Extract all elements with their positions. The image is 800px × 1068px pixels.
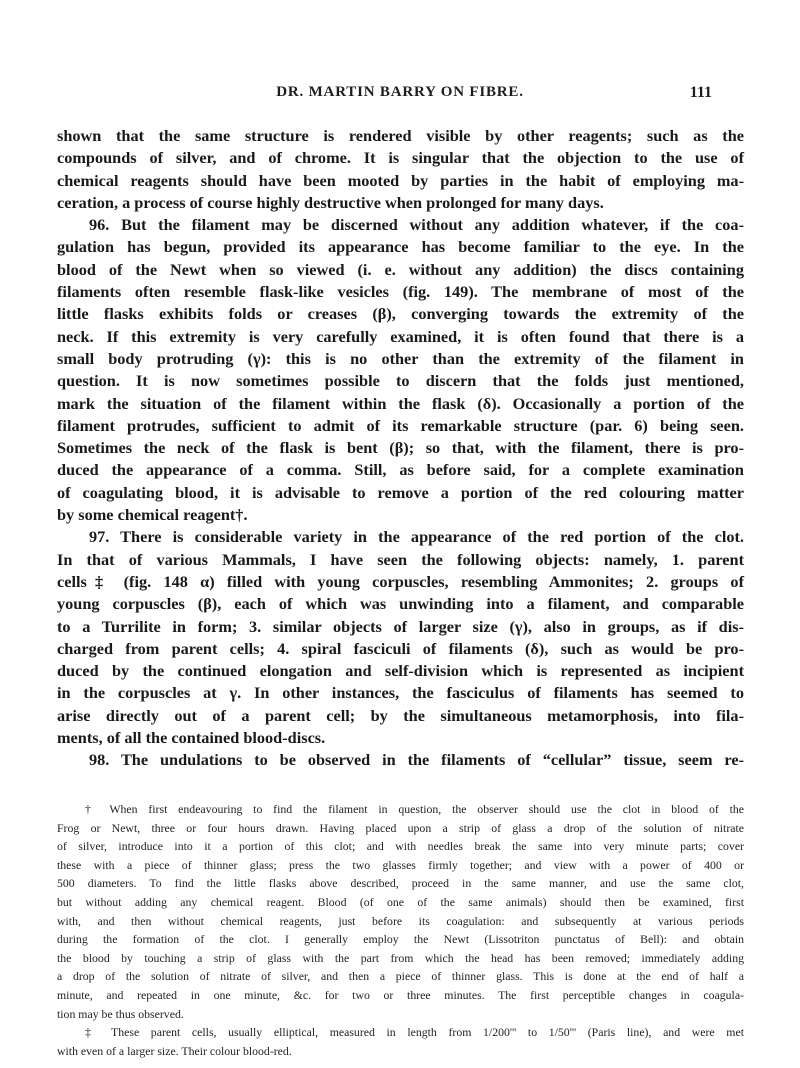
body-line: question. It is now sometimes possible to discern that the folds just mentioned, [57, 371, 744, 391]
page-header [0, 84, 800, 108]
body-line: mark the situation of the filament within the flask (δ). Occasionally a portion of the [57, 393, 744, 413]
body-line: In that of various Mammals, I have seen the following objects: namely, 1. parent [57, 549, 744, 569]
body-line: shown that the same structure is rendered visible by other reagents; such as the [57, 126, 744, 145]
body-line: little flasks exhibits folds or creases (β), converging towards the extremity of the [57, 304, 744, 324]
footnote-line: of silver, introduce into it a portion of this clot; and with needles break the same into very minute parts; cover [57, 839, 744, 854]
footnote-line: with, and then without chemical reagents, just before its coagulation: and subsequently at various periods [57, 913, 744, 928]
body-line: young corpuscles (β), each of which was unwinding into a filament, and comparable [57, 594, 744, 614]
body-line: blood of the Newt when so viewed (i. e. without any addition) the discs containing [57, 259, 744, 279]
footnote-dagger-start: † When first endeavouring to find the filament in question, the observer should use the clot in blood of the [85, 802, 744, 816]
body-line: charged from parent cells; 4. spiral fasciculi of filaments (δ), such as would be pro- [57, 638, 744, 658]
body-line: duced by the continued elongation and self-division which is represented as incipient [57, 661, 744, 681]
body-line: gulation has begun, provided its appearance has become familiar to the eye. In the [57, 237, 744, 257]
footnote-line: but without adding any chemical reagent. Blood (of one of the same animals) should then be examined, first [57, 894, 744, 909]
footnote-line: with even of a larger size. Their colour blood-red. [57, 1043, 292, 1058]
body-text [57, 125, 744, 772]
footnote-line: a drop of the solution of nitrate of silver, and then a piece of thinner glass. This is done at the end of half a [57, 969, 744, 984]
body-line: chemical reagents should have been mooted by parties in the habit of employing ma- [57, 170, 744, 190]
body-line: filament protrudes, sufficient to admit of its remarkable structure (par. 6) being seen. [57, 415, 744, 435]
paragraph-96-start: 96. But the filament may be discerned without any addition whatever, if the coa- [89, 215, 744, 235]
body-line: compounds of silver, and of chrome. It is singular that the objection to the use of [57, 148, 744, 168]
body-line: small body protruding (γ): this is no other than the extremity of the filament in [57, 348, 744, 368]
footnote-line: tion may be thus observed. [57, 1006, 184, 1021]
body-line: Sometimes the neck of the flask is bent (β); so that, with the filament, there is pro- [57, 438, 744, 458]
footnote-double-dagger-start: ‡ These parent cells, usually elliptical, measured in length from 1/200''' to 1/50''' (Paris line), and were met [85, 1025, 744, 1040]
body-line: filaments often resemble flask-like vesicles (fig. 149). The membrane of most of the [57, 282, 744, 302]
footnote-line: the blood by touching a strip of glass with the part from which the head has been removed; immediately adding [57, 950, 744, 965]
footnote-line: Frog or Newt, three or four hours drawn. Having placed upon a strip of glass a drop of the solution of nitrate [57, 820, 744, 835]
body-line: arise directly out of a parent cell; by the simultaneous metamorphosis, into fila- [57, 705, 744, 725]
body-line: to a Turrilite in form; 3. similar objects of larger size (γ), also in groups, as if dis- [57, 616, 744, 636]
footnote-line: during the formation of the clot. I generally employ the Newt (Lissotriton punctatus of Bell): and obtain [57, 932, 744, 947]
paragraph-97-start: 97. There is considerable variety in the appearance of the red portion of the clot. [89, 527, 744, 547]
body-line: of coagulating blood, it is advisable to remove a portion of the red colouring matter [57, 482, 744, 502]
running-title: DR. MARTIN BARRY ON FIBRE. [276, 84, 524, 100]
footnotes [57, 800, 744, 1060]
body-line: ments, of all the contained blood-discs. [57, 728, 326, 748]
body-line: neck. If this extremity is very carefully examined, it is often found that there is a [57, 326, 744, 346]
page-number: 111 [689, 84, 712, 101]
body-line: ceration, a process of course highly destructive when prolonged for many days. [57, 192, 604, 212]
footnote-line: minute, and repeated in one minute, &c. for two or three minutes. The first perceptible changes in coagula- [57, 987, 744, 1002]
paragraph-98-start: 98. The undulations to be observed in the filaments of “cellular” tissue, seem re- [89, 750, 744, 770]
body-line: by some chemical reagent†. [57, 505, 248, 525]
footnote-line: these with a piece of thinner glass; press the two glasses firmly together; and view with a power of 400 or [57, 857, 744, 872]
footnote-line: 500 diameters. To find the little flasks above described, proceed in the same manner, and use the same clot, [57, 876, 744, 891]
body-line: duced the appearance of a comma. Still, as before said, for a complete examination [57, 460, 744, 480]
body-line: cells‡ (fig. 148 α) filled with young corpuscles, resembling Ammonites; 2. groups of [57, 571, 744, 591]
body-line: in the corpuscles at γ. In other instances, the fasciculus of filaments has seemed to [57, 683, 744, 703]
